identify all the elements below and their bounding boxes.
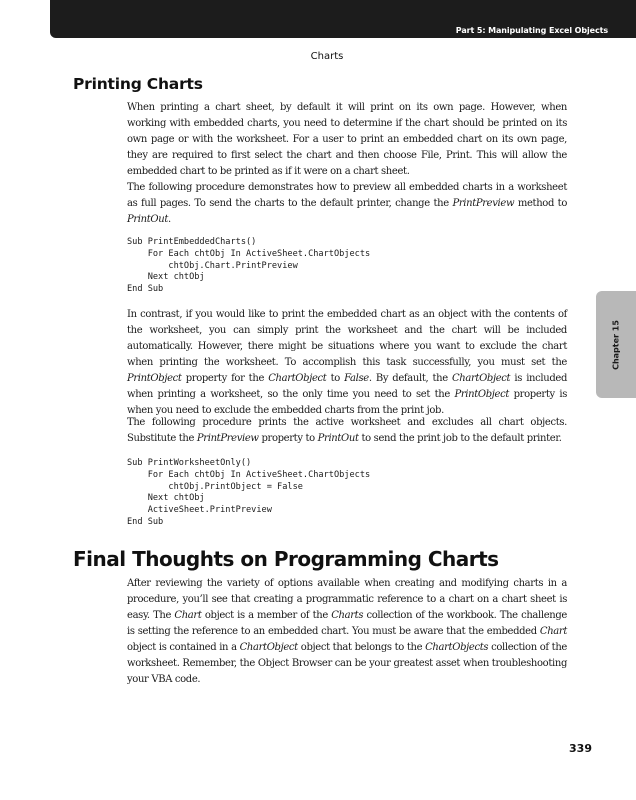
term-printpreview: PrintPreview [452,198,515,209]
term-chart: Chart [174,610,202,621]
term-chartobject: ChartObject [239,642,298,653]
paragraph-print-worksheet-only: The following procedure prints the active worksheet and excludes all chart objects. Substitute the PrintPreview property to PrintOut to send the print job to the default printer. [127,417,567,444]
term-printout: PrintOut [317,433,359,444]
chapter-tab [596,291,636,398]
term-charts: Charts [331,610,364,621]
chapter-tab-label: Chapter 15 [611,319,621,370]
term-printout: PrintOut [127,214,169,225]
term-chartobject: ChartObject [268,373,327,384]
page-header-bar [50,0,636,38]
part-title: Part 5: Manipulating Excel Objects [455,26,608,35]
paragraph-preview-procedure: The following procedure demonstrates how to preview all embedded charts in a worksheet as full pages. To send the charts to the default printer, change the PrintPreview method to PrintOut. [127,182,567,225]
section-title-printing-charts: Printing Charts [73,75,203,93]
term-printobject: PrintObject [454,389,510,400]
term-printobject: PrintObject [127,373,182,384]
running-head: Charts [310,51,344,62]
term-false: False [344,373,369,384]
term-printpreview: PrintPreview [196,433,259,444]
term-chartobjects: ChartObjects [425,642,489,653]
code-print-embedded-charts: Sub PrintEmbeddedCharts() For Each chtObj In ActiveSheet.ChartObjects chtObj.Chart.PrintPreview Next chtObj End Sub [127,237,371,295]
page-number: 339 [569,742,592,755]
code-print-worksheet-only: Sub PrintWorksheetOnly() For Each chtObj In ActiveSheet.ChartObjects chtObj.PrintObject = False Next chtObj ActiveSheet.PrintPreview End Sub [127,458,371,527]
paragraph-printing-intro: When printing a chart sheet, by default it will print on its own page. However, when working with embedded charts, you need to determine if the chart should be printed on its own page or with the worksheet. For a user to print an embedded chart on its own page, they are required to first select the chart and then choose File, Print. This will allow the embedded chart to be printed as if it were on a chart sheet. [127,102,567,177]
term-chartobject: ChartObject [451,373,511,384]
paragraph-print-object: In contrast, if you would like to print the embedded chart as an object with the contents of the worksheet, you can simply print the worksheet and the chart will be included automatically. However, there might be situations where you want to exclude the chart when printing the worksheet. To accomplish this task successfully, you must set the PrintObject property for the ChartObject to False. By default, the ChartObject is included when printing a worksheet, so the only time you need to set the PrintObject property is when you need to exclude the embedded charts from the print job. [127,309,567,416]
term-chart: Chart [539,626,567,637]
paragraph-final-thoughts: After reviewing the variety of options available when creating and modifying charts in a procedure, you’ll see that creating a programmatic reference to a chart on a chart sheet is easy. The Chart object is a member of the Charts collection of the workbook. The challenge is setting the reference to an embedded chart. You must be aware that the embedded Chart object is contained in a ChartObject object that belongs to the ChartObjects collection of the worksheet. Remember, the Object Browser can be your greatest asset when troubleshooting your VBA code. [127,578,567,685]
section-title-final-thoughts: Final Thoughts on Programming Charts [73,547,499,571]
